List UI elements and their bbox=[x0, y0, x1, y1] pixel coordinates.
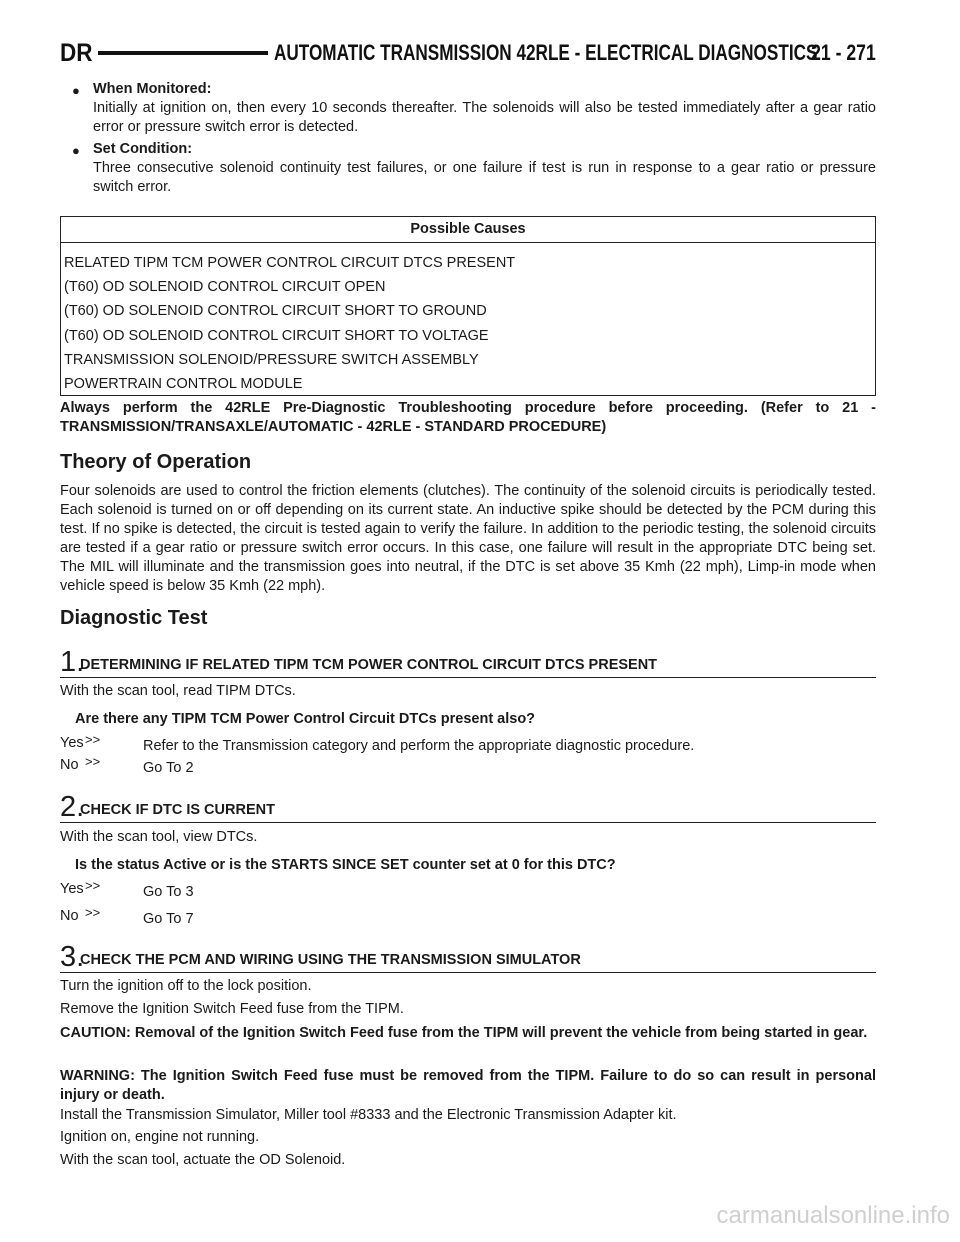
yes-label: Yes bbox=[60, 881, 84, 897]
step-2-header bbox=[60, 792, 876, 823]
step-2-question: Is the status Active or is the STARTS SINCE SET counter set at 0 for this DTC? bbox=[75, 857, 616, 873]
step-3-line: Ignition on, engine not running. bbox=[60, 1129, 260, 1145]
bullet-set-condition bbox=[72, 140, 876, 197]
step-1-instruction: With the scan tool, read TIPM DTCs. bbox=[60, 683, 296, 699]
bullet-dot-icon: ● bbox=[72, 83, 80, 98]
yes-action: Refer to the Transmission category and perform the appropriate diagnostic procedure. bbox=[143, 738, 695, 754]
bullet-label: When Monitored: bbox=[93, 81, 212, 97]
step-number: 3. bbox=[60, 941, 85, 973]
no-action: Go To 7 bbox=[143, 911, 194, 927]
no-action: Go To 2 bbox=[143, 760, 194, 776]
pre-diagnostic-note: Always perform the 42RLE Pre-Diagnostic Troubleshooting procedure before proceeding. (Refer to 21 - TRANSMISSION/TRANSAXLE/AUTOMATIC - 42RLE - STANDARD PROCEDURE) bbox=[60, 400, 876, 435]
step-2-instruction: With the scan tool, view DTCs. bbox=[60, 829, 258, 845]
bullet-text: Initially at ignition on, then every 10 seconds thereafter. The solenoids will also be tested immediately after a gear ratio error or pressure switch error is detected. bbox=[93, 100, 876, 135]
header-rule bbox=[98, 51, 268, 55]
cause-item: TRANSMISSION SOLENOID/PRESSURE SWITCH ASSEMBLY bbox=[64, 351, 479, 368]
cause-item: RELATED TIPM TCM POWER CONTROL CIRCUIT DTCS PRESENT bbox=[64, 255, 516, 271]
no-label: No bbox=[60, 757, 79, 773]
no-label: No bbox=[60, 908, 79, 924]
diagnostic-heading: Diagnostic Test bbox=[60, 607, 208, 629]
step-1-header bbox=[60, 647, 876, 678]
step-3-line: Turn the ignition off to the lock position. bbox=[60, 978, 312, 994]
theory-text: Four solenoids are used to control the friction elements (clutches). The continuity of the solenoid circuits is periodically tested. Each solenoid is turned on or off depending on its current state. An inductive spike should be detected by the PCM during this test. If no spike is detected, the circuit is tested again to verify the failure. In addition to the periodic testing, the solenoid circuits are tested if a gear ratio or pressure switch error occurs. In this case, one failure will result in the appropriate DTC being set. The MIL will illuminate and the transmission goes into neutral, if the DTC is set above 35 Kmh (22 mph), Limp-in mode when vehicle speed is below 35 Kmh (22 mph). bbox=[60, 483, 876, 594]
step-number: 2. bbox=[60, 791, 85, 823]
step-3-header bbox=[60, 942, 876, 973]
arrow-icon: >> bbox=[85, 905, 101, 920]
bullet-text: Three consecutive solenoid continuity test failures, or one failure if test is run in response to a gear ratio or pressure switch error. bbox=[93, 160, 876, 195]
step-3-line: With the scan tool, actuate the OD Solenoid. bbox=[60, 1152, 346, 1168]
watermark-text: carmanualsonline.info bbox=[716, 1202, 950, 1229]
arrow-icon: >> bbox=[85, 754, 101, 769]
step-number: 1. bbox=[60, 646, 85, 678]
yes-action: Go To 3 bbox=[143, 884, 194, 900]
cause-item: (T60) OD SOLENOID CONTROL CIRCUIT SHORT TO VOLTAGE bbox=[64, 327, 489, 344]
step-title: CHECK THE PCM AND WIRING USING THE TRANSMISSION SIMULATOR bbox=[80, 952, 581, 968]
step-title: DETERMINING IF RELATED TIPM TCM POWER CONTROL CIRCUIT DTCS PRESENT bbox=[80, 657, 658, 673]
step-3-warning: WARNING: The Ignition Switch Feed fuse must be removed from the TIPM. Failure to do so can result in personal injury or death. bbox=[60, 1068, 876, 1103]
bullet-dot-icon: ● bbox=[72, 143, 80, 158]
header-title: AUTOMATIC TRANSMISSION 42RLE - ELECTRICAL DIAGNOSTICS bbox=[274, 40, 818, 65]
cause-item: (T60) OD SOLENOID CONTROL CIRCUIT OPEN bbox=[64, 279, 386, 296]
header-code: DR bbox=[60, 38, 93, 67]
arrow-icon: >> bbox=[85, 732, 101, 747]
step-3-line: Remove the Ignition Switch Feed fuse from the TIPM. bbox=[60, 1001, 404, 1017]
yes-label: Yes bbox=[60, 735, 84, 751]
step-1-question: Are there any TIPM TCM Power Control Circuit DTCs present also? bbox=[75, 711, 536, 727]
bullet-when-monitored bbox=[72, 80, 876, 137]
step-3-caution: CAUTION: Removal of the Ignition Switch Feed fuse from the TIPM will prevent the vehicle from being started in gear. bbox=[60, 1025, 868, 1041]
cause-item: (T60) OD SOLENOID CONTROL CIRCUIT SHORT TO GROUND bbox=[64, 303, 487, 320]
theory-heading: Theory of Operation bbox=[60, 451, 252, 473]
possible-causes-heading: Possible Causes bbox=[61, 217, 875, 243]
step-title: CHECK IF DTC IS CURRENT bbox=[80, 802, 275, 818]
possible-causes-table bbox=[60, 216, 876, 396]
page-header bbox=[60, 38, 876, 68]
bullet-label: Set Condition: bbox=[93, 141, 193, 157]
step-3-line: Install the Transmission Simulator, Miller tool #8333 and the Electronic Transmission Adapter kit. bbox=[60, 1107, 677, 1123]
arrow-icon: >> bbox=[85, 878, 101, 893]
cause-item: POWERTRAIN CONTROL MODULE bbox=[64, 376, 303, 393]
header-page-number: 21 - 271 bbox=[811, 40, 876, 65]
